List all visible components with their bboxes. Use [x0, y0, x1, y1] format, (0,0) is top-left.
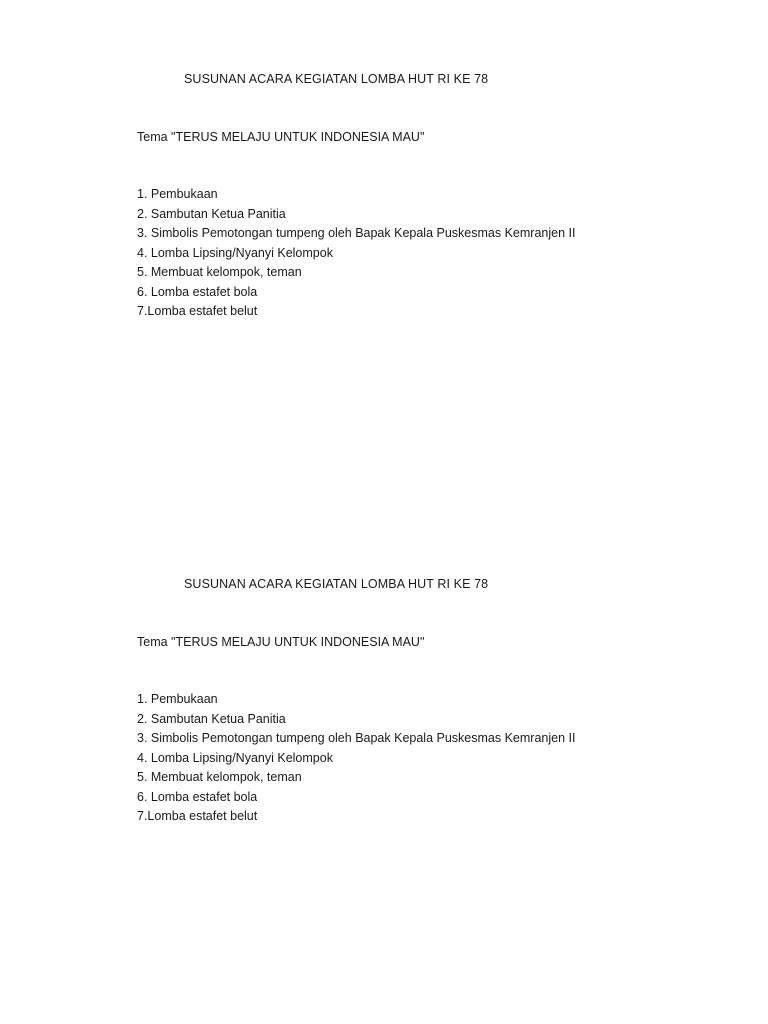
agenda-item: 2. Sambutan Ketua Panitia	[137, 206, 286, 221]
theme-line: Tema "TERUS MELAJU UNTUK INDONESIA MAU"	[137, 130, 425, 144]
agenda-item: 7.Lomba estafet belut	[137, 304, 258, 318]
agenda-item: 5. Membuat kelompok, teman	[137, 770, 302, 784]
agenda-item: 4. Lomba Lipsing/Nyanyi Kelompok	[137, 750, 333, 765]
document-title: SUSUNAN ACARA KEGIATAN LOMBA HUT RI KE 78	[184, 577, 489, 591]
agenda-item: 7.Lomba estafet belut	[137, 809, 258, 823]
agenda-item: 4. Lomba Lipsing/Nyanyi Kelompok	[137, 245, 333, 260]
theme-line: Tema "TERUS MELAJU UNTUK INDONESIA MAU"	[137, 635, 425, 649]
agenda-item: 1. Pembukaan	[137, 692, 218, 706]
agenda-item: 3. Simbolis Pemotongan tumpeng oleh Bapak Kepala Puskesmas Kemranjen II	[137, 226, 576, 240]
agenda-list	[137, 690, 575, 827]
agenda-item: 3. Simbolis Pemotongan tumpeng oleh Bapak Kepala Puskesmas Kemranjen II	[137, 731, 576, 745]
agenda-item: 6. Lomba estafet bola	[137, 789, 258, 804]
agenda-list	[137, 185, 575, 322]
agenda-item: 2. Sambutan Ketua Panitia	[137, 711, 286, 726]
document-title: SUSUNAN ACARA KEGIATAN LOMBA HUT RI KE 78	[184, 72, 489, 86]
agenda-item: 1. Pembukaan	[137, 187, 218, 201]
agenda-item: 6. Lomba estafet bola	[137, 284, 258, 299]
agenda-item: 5. Membuat kelompok, teman	[137, 265, 302, 279]
